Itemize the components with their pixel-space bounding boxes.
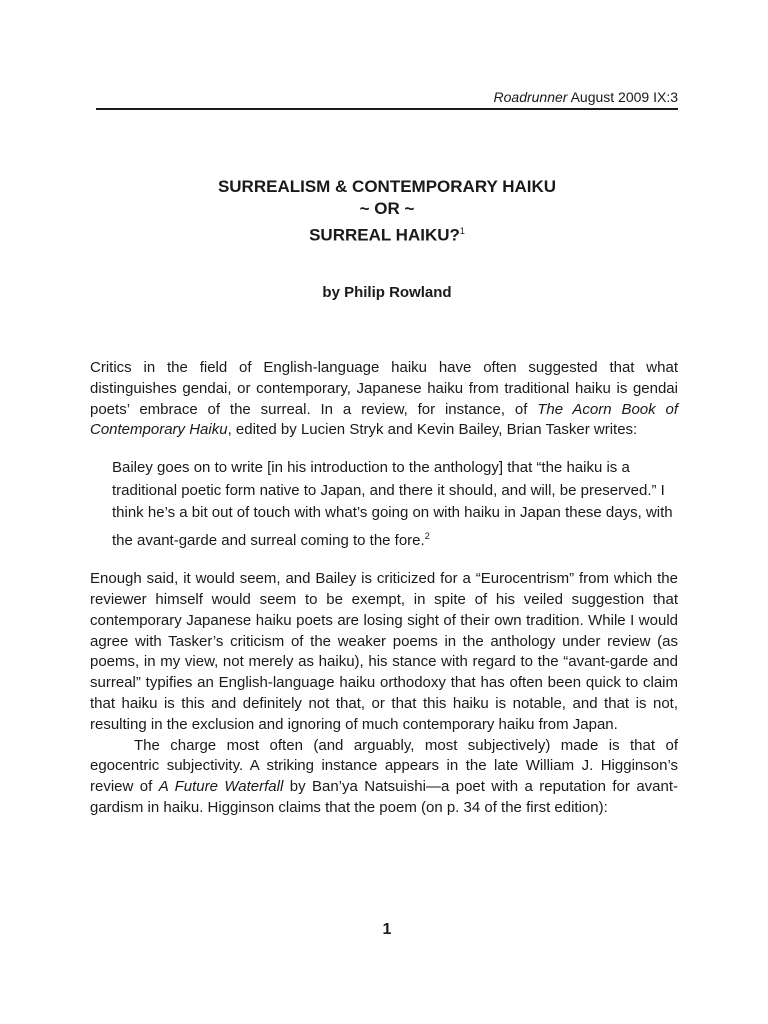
paragraph-2: Enough said, it would seem, and Bailey is criticized for a “Eurocentrism” from which the reviewer himself would seem to be exempt, in spite of his veiled suggestion that contemporary Japanese haiku poets are losing sight of their own tradition. While I would agree with Tasker’s criticism of the weaker poems in the anthology under review (as poems, in my view, not merely as haiku), his stance with regard to the “avant-garde and surreal” typifies an English-language haiku orthodoxy that has often been quick to claim that haiku is this and definitely not that, or that this haiku is notable, and that is not, resulting in the exclusion and ignoring of much contemporary haiku from Japan. [90,570,678,733]
journal-name: Roadrunner [493,89,568,105]
book-title-waterfall: A Future Waterfall [158,778,284,796]
title-line-3-text: SURREAL HAIKU? [309,225,460,245]
paragraph-1-text-b: , edited by Lucien Stryk and Kevin Bailey, Brian Tasker writes: [227,421,638,439]
quote-footnote-mark: 2 [424,530,430,541]
paragraph-3 [90,736,678,819]
paragraph-1 [90,358,678,441]
paragraph-3-text-b: by Ban’ya Natsuishi—a poet with a reputation for avant-gardism in haiku. Higginson claims that the poem (on p. 34 of the first edition): [90,778,679,816]
article-body [90,358,678,819]
article-title [96,176,678,247]
title-line-1: SURREALISM & CONTEMPORARY HAIKU [217,177,557,196]
paragraph-3-text-a: The charge most often (and arguably, most subjectively) made is that of egocentric subjectivity. A striking instance appears in the late William J. Higginson’s review of [90,736,678,796]
block-quote [112,457,678,552]
byline: by Philip Rowland [322,284,452,301]
block-quote-text: Bailey goes on to write [in his introduction to the anthology] that “the haiku is a traditional poetic form native to Japan, and there it should, and will, be preserved.” I think he’s a bit out of touch with what’s going on with haiku in Japan these days, with the avant-garde and surreal coming to the fore. [112,459,673,549]
journal-issue: August 2009 IX:3 [570,89,678,105]
header-rule [96,108,678,110]
title-footnote-mark: 1 [459,226,465,236]
title-line-3 [96,220,678,247]
running-header [96,88,678,106]
paragraph-1-text-a: Critics in the field of English-language haiku have often suggested that what distinguishes gendai, or contemporary, Japanese haiku from traditional haiku is gendai poets’ embrace of the surreal. In a review, for instance, of [90,359,678,418]
title-line-2: ~ OR ~ [359,199,415,218]
page-number: 1 [382,921,392,938]
book-title-acorn: The Acorn Book of Contemporary Haiku [90,400,678,439]
